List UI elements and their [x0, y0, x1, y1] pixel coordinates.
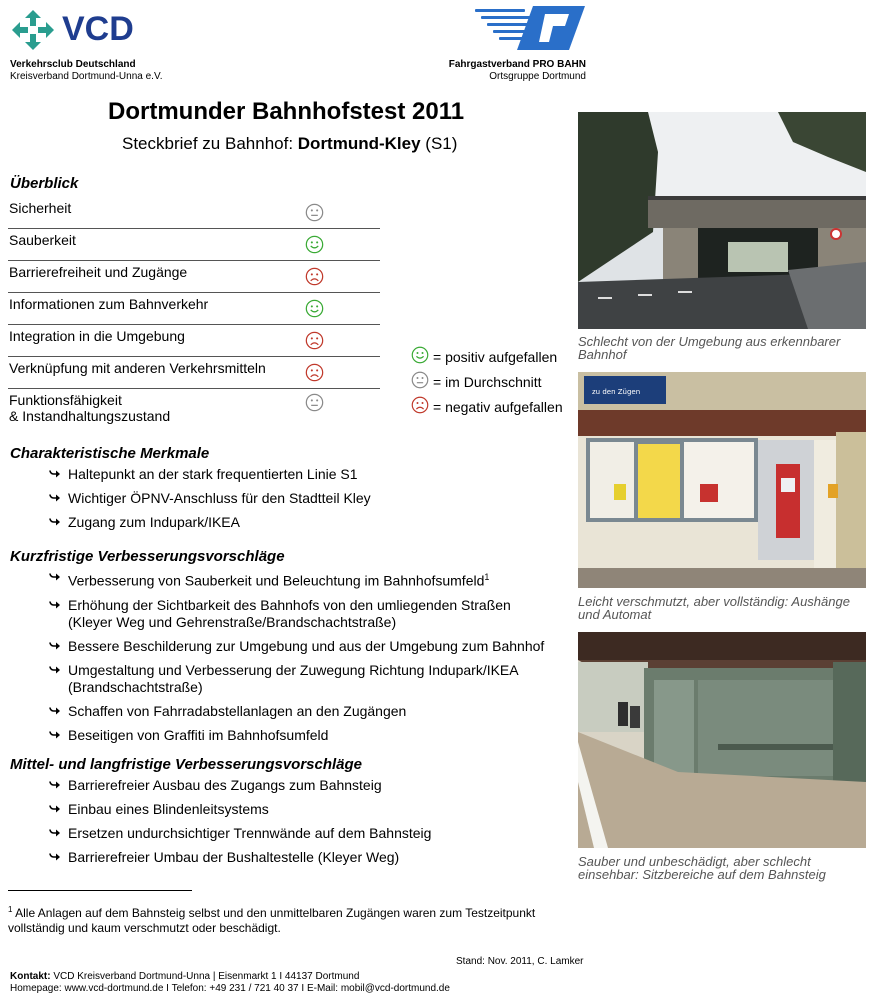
- arrow-bullet-icon: [48, 826, 62, 840]
- vcd-logo: [10, 8, 135, 53]
- photo-caption-3: Sauber und unbeschädigt, aber schlecht einsehbar: Sitzbereiche auf dem Bahnsteig: [578, 854, 826, 882]
- contact-line2: Homepage: www.vcd-dortmund.de I Telefon: +49 231 / 721 40 37 I E-Mail: mobil@vcd-dortmund.de: [10, 983, 450, 994]
- overview-label: Integration in die Umgebung: [9, 328, 185, 344]
- contact-label: Kontakt:: [10, 971, 51, 982]
- list-item-text: Zugang zum Indupark/IKEA: [68, 514, 240, 530]
- list-item: [48, 777, 568, 794]
- contact-line1: VCD Kreisverband Dortmund-Unna | Eisenmarkt 1 I 44137 Dortmund: [50, 971, 360, 982]
- arrow-bullet-icon: [48, 778, 62, 792]
- list-item-text: Ersetzen undurchsichtiger Trennwände auf dem Bahnsteig: [68, 825, 432, 841]
- list-item: [48, 569, 558, 590]
- overview-label: Informationen zum Bahnverkehr: [9, 296, 209, 312]
- org-right-line1: Fahrgastverband PRO BAHN: [448, 59, 586, 70]
- smiley-positive-icon: [411, 346, 429, 364]
- footnote-text: Alle Anlagen auf dem Bahnsteig selbst und den unmittelbaren Zugängen waren zum Testzeitpunkt vollständig und kaum verschmutzt oder beschädigt.: [8, 906, 536, 935]
- overview-row: [8, 261, 380, 293]
- smiley-negative-icon: [305, 363, 324, 382]
- list-item-text: Umgestaltung und Verbesserung der Zuwegung Richtung Indupark/IKEA (Brandschachtstraße): [68, 661, 518, 695]
- page-title: Dortmunder Bahnhofstest 2011: [108, 98, 465, 125]
- overview-row: [8, 197, 380, 229]
- list-item-text: Barrierefreier Ausbau des Zugangs zum Bahnsteig: [68, 777, 382, 793]
- smiley-neutral-icon: [411, 371, 429, 389]
- arrow-bullet-icon: [48, 598, 62, 612]
- overview-label: Funktionsfähigkeit & Instandhaltungszustand: [9, 392, 171, 424]
- list-item: [48, 727, 558, 744]
- vcd-logo-mark: [10, 8, 56, 52]
- arrow-bullet-icon: [48, 467, 62, 481]
- list-item-text: Barrierefreier Umbau der Bushaltestelle (Kleyer Weg): [68, 849, 400, 865]
- list-item-text: Bessere Beschilderung zur Umgebung und aus der Umgebung zum Bahnhof: [68, 637, 545, 654]
- list-item: [48, 825, 568, 842]
- legend-text: = negativ aufgefallen: [433, 399, 563, 415]
- features-heading: Charakteristische Merkmale: [10, 445, 210, 462]
- list-item: [48, 849, 568, 866]
- list-item-text: Beseitigen von Graffiti im Bahnhofsumfeld: [68, 726, 329, 743]
- page-subtitle: [122, 134, 457, 154]
- photo-caption-2: Leicht verschmutzt, aber vollständig: Aushänge und Automat: [578, 594, 850, 622]
- station-name: Dortmund-Kley: [297, 134, 421, 153]
- short-term-heading: Kurzfristige Verbesserungsvorschläge: [10, 548, 285, 565]
- footnote: [8, 902, 588, 936]
- arrow-bullet-icon: [48, 663, 62, 677]
- overview-heading: Überblick: [10, 175, 79, 192]
- list-item-text: Verbesserung von Sauberkeit und Beleuchtung im Bahnhofsumfeld: [68, 572, 485, 589]
- smiley-positive-icon: [305, 299, 324, 318]
- overview-row: [8, 389, 380, 429]
- legend-text: = im Durchschnitt: [433, 374, 542, 390]
- list-item-text: Wichtiger ÖPNV-Anschluss für den Stadtteil Kley: [68, 490, 371, 506]
- smiley-negative-icon: [411, 396, 429, 414]
- list-item-text: Schaffen von Fahrradabstellanlagen an den Zugängen: [68, 702, 407, 719]
- probahn-logo: [473, 4, 588, 52]
- smiley-neutral-icon: [305, 393, 324, 412]
- arrow-bullet-icon: [48, 515, 62, 529]
- photo-info-board: [578, 372, 866, 588]
- arrow-bullet-icon: [48, 491, 62, 505]
- smiley-neutral-icon: [305, 203, 324, 222]
- subtitle-suffix: (S1): [420, 134, 458, 153]
- list-item-text: Einbau eines Blindenleitsystems: [68, 801, 269, 817]
- org-right-line2: Ortsgruppe Dortmund: [489, 71, 586, 82]
- contact-block: [10, 971, 450, 995]
- list-item: [48, 638, 558, 655]
- smiley-positive-icon: [305, 235, 324, 254]
- legend-text: = positiv aufgefallen: [433, 349, 558, 365]
- list-item: [48, 662, 558, 696]
- overview-label: Verknüpfung mit anderen Verkehrsmitteln: [9, 360, 266, 376]
- arrow-bullet-icon: [48, 570, 62, 584]
- overview-row: [8, 325, 380, 357]
- overview-label: Sicherheit: [9, 200, 72, 216]
- arrow-bullet-icon: [48, 850, 62, 864]
- stand-date: Stand: Nov. 2011, C. Lamker: [456, 956, 584, 967]
- overview-table: [8, 197, 380, 429]
- footnote-rule: [8, 890, 192, 891]
- org-right-name: [449, 59, 586, 83]
- photo-underpass: [578, 112, 866, 329]
- features-list: [48, 466, 568, 538]
- footnote-marker: 1: [8, 905, 13, 914]
- smiley-negative-icon: [305, 267, 324, 286]
- overview-label: Sauberkeit: [9, 232, 76, 248]
- list-item: [48, 514, 568, 531]
- org-left-line1: Verkehrsclub Deutschland: [10, 59, 136, 70]
- long-term-heading: Mittel- und langfristige Verbesserungsvorschläge: [10, 756, 363, 773]
- arrow-bullet-icon: [48, 728, 62, 742]
- arrow-bullet-icon: [48, 704, 62, 718]
- org-left-line2: Kreisverband Dortmund-Unna e.V.: [10, 71, 163, 82]
- list-item-text: Haltepunkt an der stark frequentierten Linie S1: [68, 466, 358, 482]
- list-item: [48, 703, 558, 720]
- arrow-bullet-icon: [48, 802, 62, 816]
- short-term-list: [48, 569, 558, 751]
- overview-label: Barrierefreiheit und Zugänge: [9, 264, 188, 280]
- overview-row: [8, 357, 380, 389]
- platform-sign-text: zu den Zügen: [592, 388, 641, 396]
- list-item: [48, 490, 568, 507]
- subtitle-prefix: Steckbrief zu Bahnhof:: [122, 134, 298, 153]
- smiley-negative-icon: [305, 331, 324, 350]
- list-item-text: Erhöhung der Sichtbarkeit des Bahnhofs von den umliegenden Straßen (Kleyer Weg und Gehrenstraße/Brandschachtstraße): [68, 596, 511, 630]
- overview-row: [8, 293, 380, 325]
- list-item: [48, 597, 558, 631]
- overview-row: [8, 229, 380, 261]
- list-item: [48, 801, 568, 818]
- photo-caption-1: Schlecht von der Umgebung aus erkennbarer Bahnhof: [578, 334, 841, 362]
- arrow-bullet-icon: [48, 639, 62, 653]
- vcd-logo-text: VCD: [62, 10, 134, 48]
- footnote-ref: 1: [484, 572, 490, 582]
- org-left-name: [10, 59, 163, 83]
- list-item: [48, 466, 568, 483]
- long-term-list: [48, 777, 568, 873]
- photo-platform-shelter: [578, 632, 866, 848]
